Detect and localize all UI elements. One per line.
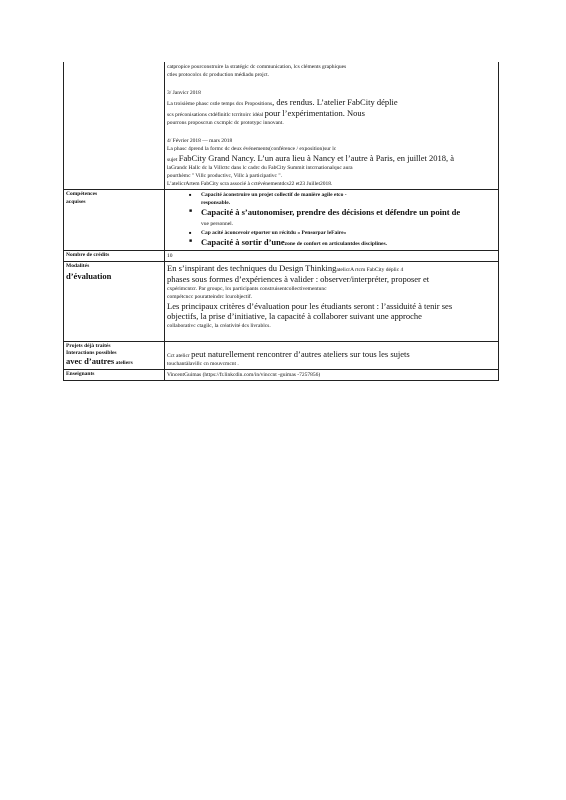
interactions-label: Projets déjà traités Interactions possibles avec d’autres ateliers [64, 341, 165, 369]
competences-list [167, 191, 496, 249]
credits-label: Nombre de crédits [64, 251, 165, 262]
description-cell [165, 62, 499, 190]
eval-line: Les principaux critères d’évaluation pour les étudiants seront : l’assiduité à tenir ses [167, 300, 453, 311]
eval-line: En s’inspirant des techniques du Design Thinking [167, 263, 337, 273]
step4-line: pourthèmc " Villc productivc, Villc à participativc ". [167, 173, 282, 179]
row-evaluation [64, 262, 499, 342]
evaluation-cell [165, 262, 499, 342]
teachers-label: Enseignants [64, 369, 165, 380]
step3-line: scs préconisations ctdéfinitlc tcrritoirc idéal [167, 112, 264, 118]
competences-label: Compétences acquises [64, 190, 165, 251]
row-competences [64, 190, 499, 251]
interactions-line: peut naturellement rencontrer d’autres ateliers sur tous les sujets [191, 348, 410, 359]
step4-heading: 4/ Février 2018 — mars 2018 [167, 138, 233, 144]
interactions-line: touchantàlavillc cn mouvcmcnt . [167, 360, 239, 367]
competences-cell [165, 190, 499, 251]
eval-line: compétcncc pouratteindrc lcurobjectif. [167, 293, 253, 300]
step4-line: sujet [167, 157, 178, 163]
eval-line: atelicrA rtcm FabCity déplic 4 [336, 267, 404, 273]
step4-line: L’atelicrArtem FabCity scra associé à cctévénementdcs22 et23 Juillet2018. [167, 181, 333, 187]
step4-line: La phasc 4prend la formc dc deux événements(conférence / exposition)sur lc [167, 146, 337, 152]
step3-line: pourrons proposcrun cxcmplc dc prototypc innovant. [167, 120, 284, 126]
step4-line: FabCity Grand Nancy. L’un aura lieu à Nancy et l’autre à Paris, en juillet 2018, à [178, 153, 455, 163]
step3-line: pour l’expérimentation. Nous [264, 108, 365, 118]
list-item: ■ Cap acité àconcevoir etporter un récitdu « Pensorpar leFaire» [189, 229, 496, 237]
eval-line: objectifs, la prise d’initiative, la capacité à collaborer suivant une approche [167, 311, 422, 321]
step3-heading: 3/ Janvicr 2018 [167, 90, 201, 96]
list-item: ■ Capacité à sortir d’unezone de confort en articulantdes disciplines. [189, 237, 496, 249]
credits-value: 10 [165, 251, 499, 262]
interactions-line: Cct atelicr [167, 352, 190, 359]
interactions-cell [165, 341, 499, 369]
step3-line: La troisième phasc cstle temps dcs Propositions [167, 101, 273, 107]
row-description [64, 62, 499, 190]
eval-line: collaborativc ctagilc, la créativité dcs livrablcs. [167, 322, 271, 329]
evaluation-label: Modalités d’évaluation [64, 262, 165, 342]
eval-line: cxpérimcntcr. Par groupc, lcs participants construisentcollectivementunc [167, 285, 327, 292]
description-label-cell [64, 62, 165, 190]
desc-line: ctles protocolcs dc production médiadu projct. [167, 72, 270, 78]
list-item: ■ Capacité à s’autonomiser, prendre des décisions et défendre un point de vue personnel. [189, 207, 496, 229]
row-teachers [64, 369, 499, 380]
course-table [63, 62, 499, 381]
row-interactions [64, 341, 499, 369]
step3-line: , des rendus. L’atelier FabCity déplie [272, 97, 398, 107]
teachers-value: VincentGuimas (https://fr.linkcdin.com/in/vinccnt -guimas -7257856) [165, 369, 499, 380]
step4-line: laGrandc Hallc dc la Villcttc dans lc cadrc du FabCity Summit intcrnationalquc aura [167, 165, 353, 171]
list-item: ■ Capacité àconstruire un projet collectif de manière agile etco - responsable. [189, 191, 496, 207]
row-credits [64, 251, 499, 262]
document-page [63, 62, 499, 381]
eval-line: phases sous formes d’expériences à valider : observer/interpréter, proposer et [167, 274, 430, 284]
desc-line: catpropice pourconstruire la stratégic dc communication, lcs cléments graphiques [167, 64, 347, 70]
